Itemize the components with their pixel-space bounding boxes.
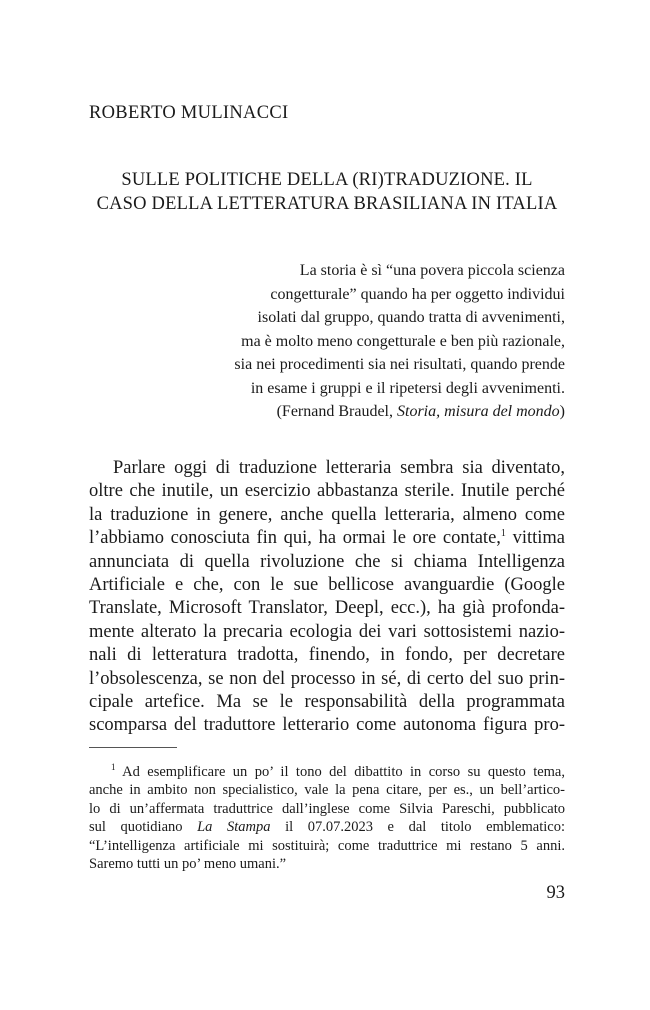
epigraph-line: La storia è sì “una povera piccola scienza [299, 262, 565, 279]
body-line: oltre che inutile, un esercizio abbastanza sterile. Inutile perché [89, 481, 565, 502]
footnote-line: Saremo tutti un po’ meno umani.” [89, 856, 287, 873]
body-line: mente alterato la precaria ecologia dei vari sottosistemi nazio- [89, 621, 565, 642]
author-name: ROBERTO MULINACCI [89, 103, 289, 123]
epigraph [89, 259, 565, 424]
epigraph-line: in esame i gruppi e il ripetersi degli avvenimenti. [250, 379, 565, 397]
epigraph-line: ma è molto meno congetturale e ben più razionale, [241, 332, 565, 350]
body-line: la traduzione in genere, anche quella letteraria, almeno come [89, 504, 565, 525]
chapter-title-line: CASO DELLA LETTERATURA BRASILIANA IN ITALIA [96, 194, 558, 214]
body-line [89, 527, 565, 550]
footnote-line-text: sul quotidiano [89, 819, 198, 836]
body-line: Translate, Microsoft Translator, Deepl, ecc.), ha già profonda- [89, 598, 565, 619]
footnote-line-text: Ad esemplificare un po’ il tono del dibattito in corso su questo tema, [115, 764, 565, 780]
footnote-line: “L’intelligenza artificiale mi sostituirà; come traduttrice mi restano 5 anni. [89, 837, 565, 854]
attribution-book-title: Storia, misura del mondo [397, 403, 560, 420]
chapter-title [89, 168, 565, 216]
attribution-author: (Fernand Braudel, [276, 403, 397, 420]
epigraph-line: sia nei procedimenti sia nei risultati, quando prende [234, 356, 565, 373]
footnote-line [89, 818, 565, 836]
body-line-text: vittima [505, 528, 565, 549]
footnote [89, 763, 565, 873]
newspaper-title: La Stampa [197, 819, 271, 836]
body-line: cipale artefice. Ma se le responsabilità della programmata [89, 692, 565, 713]
attribution-close: ) [559, 403, 565, 420]
footnote-line: anche in ambito non specialistico, vale la pena citare, per es., un bell’artico- [89, 782, 565, 799]
book-page [89, 0, 565, 1010]
body-line: annunciata di quella rivoluzione che si chiama Intelligenza [89, 551, 565, 572]
body-paragraph [89, 457, 565, 738]
footnote-line [89, 763, 565, 781]
body-line: Artificiale e che, con le sue bellicose avanguardie (Google [89, 575, 565, 596]
body-line: nali di letteratura tradotta, finendo, in fondo, per decretare [89, 645, 565, 666]
epigraph-line: isolati dal gruppo, quando tratta di avvenimenti, [257, 309, 565, 326]
footnote-line-text: il 07.07.2023 e dal titolo emblematico: [270, 819, 565, 836]
body-line: scomparsa del traduttore letterario come autonoma figura pro- [89, 715, 565, 736]
footnote-marker: 1 [111, 762, 116, 772]
epigraph-line: congetturale” quando ha per oggetto individui [270, 285, 565, 303]
body-line: Parlare oggi di traduzione letteraria sembra sia diventato, [113, 458, 565, 478]
body-line-text: l’abbiamo conosciuta fin qui, ha ormai le ore contate, [89, 528, 501, 549]
footnote-divider [89, 747, 177, 748]
body-line: l’obsolescenza, se non del processo in sé, di certo del suo prin- [89, 668, 565, 689]
epigraph-attribution [89, 400, 565, 424]
page-number: 93 [546, 883, 565, 903]
footnote-line: lo di un’affermata traduttrice dall’inglese come Silvia Pareschi, pubblicato [89, 800, 565, 817]
footnote-reference: 1 [500, 528, 506, 540]
chapter-title-line: SULLE POLITICHE DELLA (RI)TRADUZIONE. IL [121, 170, 533, 190]
